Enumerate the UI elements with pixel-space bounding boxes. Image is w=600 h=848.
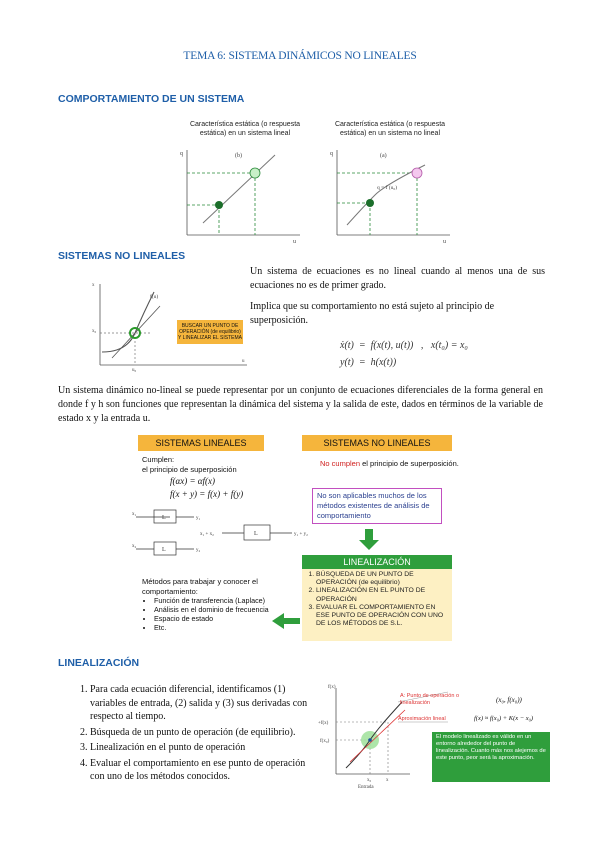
- equation-output: y(t) = h(x(t)): [340, 357, 397, 368]
- metodos-title: Métodos para trabajar y conocer el comportamiento:: [142, 577, 258, 596]
- fig3-a-expr: (x₀, f(x₀)): [496, 696, 522, 704]
- formula-homogeneidad: f(αx) = αf(x): [170, 476, 215, 486]
- fig3-aprox-label: Aproximación lineal: [398, 716, 446, 722]
- fig-left-xlab: u: [293, 239, 296, 245]
- static-linear-figure: [175, 145, 305, 245]
- metodo-item: • Análisis en el dominio de frecuencia: [154, 605, 279, 614]
- block-y2: y₂: [196, 548, 201, 553]
- left-arrow-icon: [272, 613, 300, 629]
- para-no-lineal-def: Un sistema de ecuaciones es no lineal cuando al menos una de sus ecuaciones no es de primer grado.: [250, 266, 545, 291]
- para-superposicion: Implica que su comportamiento no está sujeto al principio de superposición.: [250, 301, 495, 326]
- step-1: 1. Para cada ecuación diferencial, identificamos (1) variables de entrada, (2) salida y (3) sus derivadas con respecto al tiempo.: [90, 683, 320, 724]
- fig3-aprox-expr: f(x) ≈ f(x₀) + K(x − x₀): [474, 715, 534, 722]
- page-title: TEMA 6: SISTEMA DINÁMICOS NO LINEALES: [183, 50, 417, 62]
- buscar-punto-box: BUSCAR UN PUNTO DE OPERACIÓN (de equilibrio) Y LINEALIZAR EL SISTEMA: [177, 320, 243, 344]
- metodos-list: [142, 596, 279, 632]
- fig2-xlab: u: [242, 359, 245, 364]
- fig3-ylab: f(x): [328, 685, 336, 690]
- no-cumplen-text: [320, 459, 460, 469]
- fig3-ylin: +f(x): [318, 721, 329, 726]
- fig2-x0: x₀: [92, 329, 97, 334]
- metodo-item: • Espacio de estado: [154, 614, 279, 623]
- block-l3: L: [254, 531, 258, 537]
- lin-step-2: 2. LINEALIZACIÓN EN EL PUNTO DE OPERACIÓN: [316, 587, 448, 603]
- no-aplicables-box: No son aplicables muchos de los métodos existentes de análisis de comportamiento: [312, 488, 442, 524]
- fig3-xl: x: [386, 778, 389, 783]
- metodo-item: • Etc.: [154, 623, 279, 632]
- heading-sistemas-no-lineales: SISTEMAS NO LINEALES: [58, 250, 186, 262]
- linealizacion-box: [302, 569, 452, 641]
- block-y1: y₁: [196, 516, 201, 521]
- no-cumplen-emph: No cumplen: [320, 459, 361, 468]
- step-2: 2. Búsqueda de un punto de operación (de equilibrio).: [90, 726, 320, 740]
- fig3-xlab: Entrada: [358, 785, 374, 790]
- step-3: 3. Linealización en el punto de operación: [90, 741, 320, 755]
- block-sum-out: y₁ + y₂: [294, 532, 308, 537]
- heading-comportamiento: COMPORTAMIENTO DE UN SISTEMA: [58, 93, 245, 105]
- heading-linealizacion: LINEALIZACIÓN: [58, 657, 140, 669]
- fig3-fx0: f(x₀): [320, 739, 330, 744]
- down-arrow-icon: [357, 529, 381, 551]
- fig-right-xlab: u: [443, 239, 446, 245]
- superposition-blocks: [132, 503, 322, 563]
- cumplen-label: Cumplen:: [142, 455, 175, 464]
- no-lineales-head: SISTEMAS NO LINEALES: [302, 435, 452, 451]
- fig3-note-box: El modelo linealizado es válido en un entorno alrededor del punto de linealización. Cuanto más nos alejemos de este punto, peor será la aproximación.: [432, 732, 550, 782]
- fig-right-curve-label: q = f (u₀): [377, 185, 398, 191]
- block-x2: x₂: [132, 544, 137, 549]
- fig2-u0: u₀: [132, 368, 137, 372]
- fig-left-label: (b): [235, 153, 242, 159]
- fig-right-label: (a): [380, 153, 387, 159]
- lin-step-1: 1. BÚSQUEDA DE UN PUNTO DE OPERACIÓN (de equilibrio): [316, 571, 448, 587]
- fig-right-caption: Característica estática (o respuesta estática) en un sistema no lineal: [334, 121, 446, 137]
- block-sum-in: x₁ + x₂: [200, 532, 214, 537]
- block-l1: L: [162, 515, 166, 521]
- linealizacion-head: LINEALIZACIÓN: [302, 555, 452, 569]
- static-nonlinear-figure: [325, 145, 455, 245]
- fig2-ylab: x: [92, 283, 95, 288]
- metodo-item: • Función de transferencia (Laplace): [154, 596, 279, 605]
- step-4: 4. Evaluar el comportamiento en ese punto de operación con uno de los métodos conocidos.: [90, 757, 320, 784]
- formula-aditividad: f(x + y) = f(x) + f(y): [170, 489, 244, 499]
- fig2-curve-label: f(u): [150, 294, 159, 300]
- fig-right-ylab: q: [330, 151, 333, 157]
- principio-label: el principio de superposición: [142, 465, 237, 474]
- para-representacion: Un sistema dinámico no-lineal se puede representar por un conjunto de ecuaciones diferenciales de la forma general en donde f y h son funciones que representan la dinámica del sistema y la salida de este, dados en términos de la variable de estado x y la entrada u.: [58, 385, 543, 424]
- equation-state: ẋ(t) = f(x(t), u(t)) , x(t₀) = x₀: [340, 340, 468, 351]
- fig-left-ylab: q: [180, 151, 183, 157]
- no-cumplen-rest: el principio de superposición.: [360, 459, 459, 468]
- fig3-a-label: A: Punto de operación o linealización: [400, 693, 460, 706]
- fig3-x0: x₀: [367, 778, 372, 783]
- block-x1: x₁: [132, 512, 137, 517]
- comparison-diagram: [132, 433, 472, 655]
- block-l2: L: [162, 547, 166, 553]
- linealizacion-steps: [78, 683, 320, 784]
- lin-step-3: 3. EVALUAR EL COMPORTAMIENTO EN ESE PUNTO DE OPERACIÓN CON UNO DE LOS MÉTODOS DE S.L.: [316, 604, 448, 629]
- lineales-head: SISTEMAS LINEALES: [138, 435, 264, 451]
- fig-left-caption: Característica estática (o respuesta estática) en un sistema lineal: [189, 121, 301, 137]
